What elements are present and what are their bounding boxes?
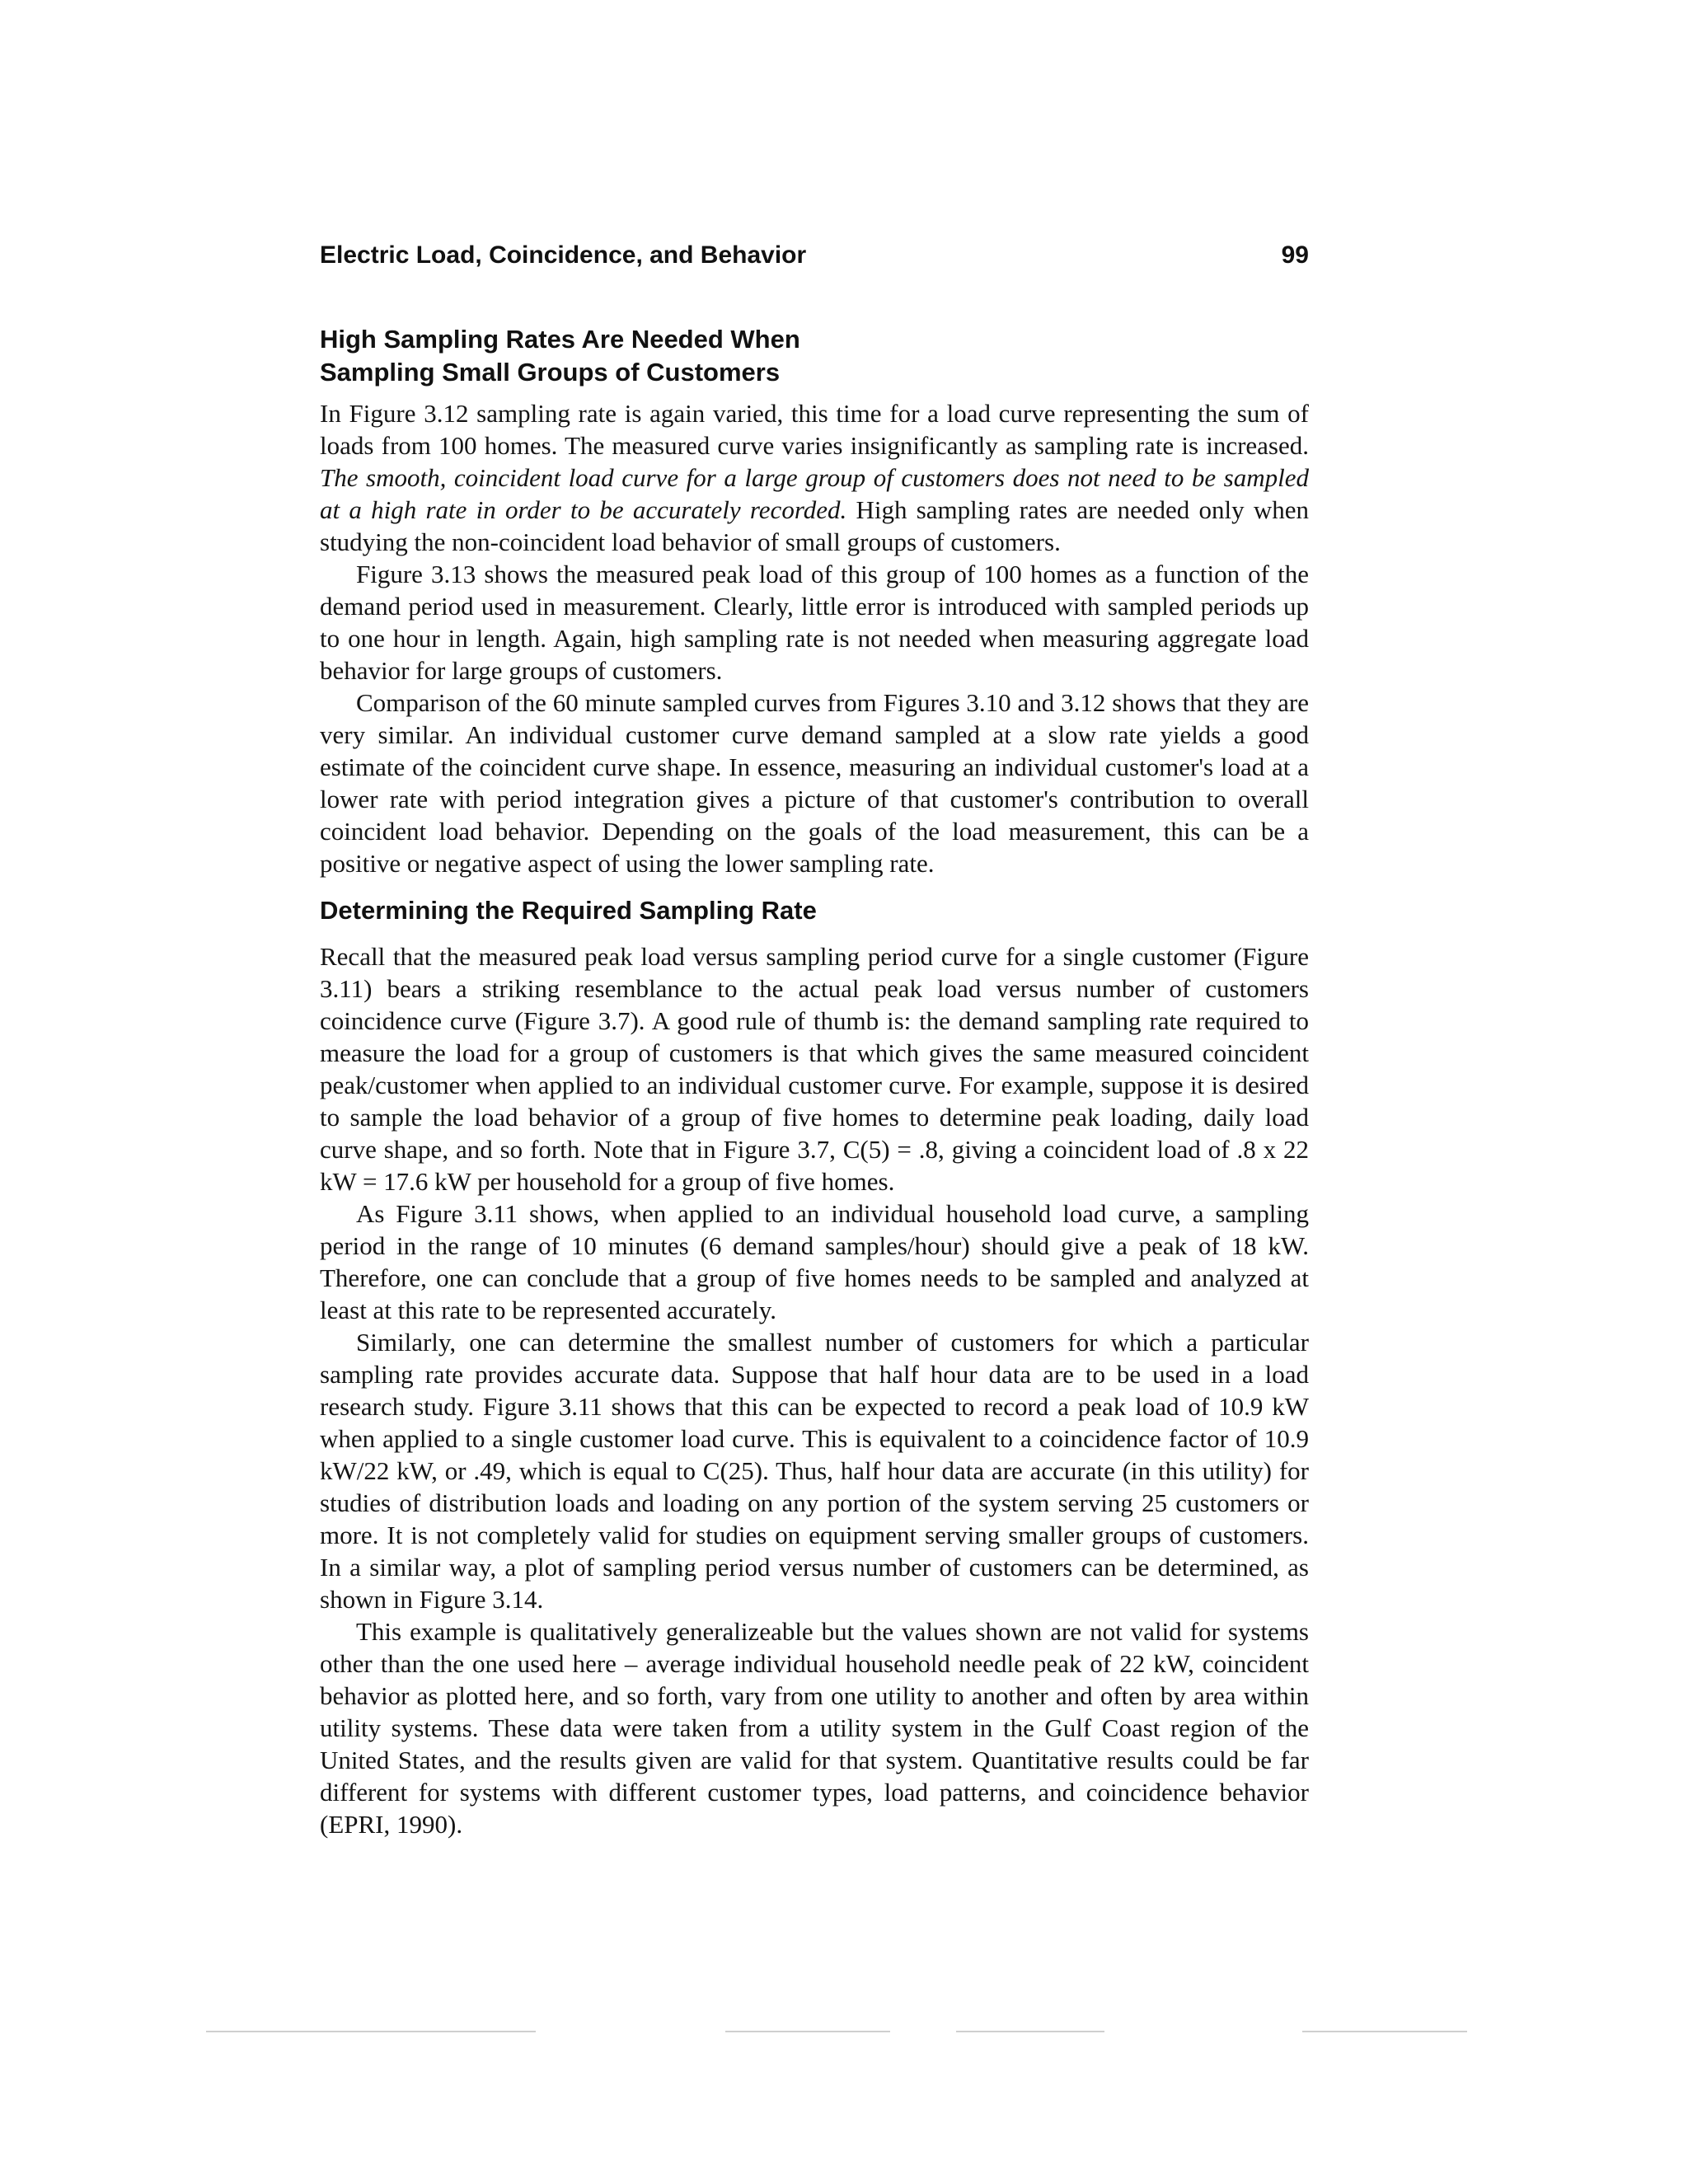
- section-high-sampling-rates: [320, 323, 1309, 879]
- page-number: 99: [1281, 241, 1309, 269]
- running-title: Electric Load, Coincidence, and Behavior: [320, 241, 807, 269]
- paragraph: [320, 397, 1309, 558]
- section-heading: Determining the Required Sampling Rate: [320, 896, 817, 925]
- paragraph: As Figure 3.11 shows, when applied to an individual household load curve, a sampling period in the range of 10 minutes (6 demand samples/hour) should give a peak of 18 kW. Therefore, one can conclude that a group of five homes needs to be sampled and analyzed at least at this rate to be represented accurately.: [320, 1199, 1309, 1324]
- emphasized-text: The smooth, coincident load curve for a large group of customers does not need to be sampled at a high rate in order to be accurately recorded.: [320, 463, 1309, 524]
- scan-artifact-line: [725, 2031, 890, 2032]
- scan-artifact-line: [1302, 2031, 1467, 2032]
- section-heading-line-2: Sampling Small Groups of Customers: [320, 358, 781, 387]
- paragraph: This example is qualitatively generalizeable but the values shown are not valid for systems other than the one used here – average individual household needle peak of 22 kW, coincident behavior as plotted here, and so forth, vary from one utility to another and often by area within utility systems. These data were taken from a utility system in the Gulf Coast region of the United States, and the results given are valid for that system. Quantitative results could be far different for systems with different customer types, load patterns, and coincidence behavior (EPRI, 1990).: [320, 1617, 1309, 1839]
- running-head: [320, 241, 1309, 278]
- paragraph: Figure 3.13 shows the measured peak load of this group of 100 homes as a function of the demand period used in measurement. Clearly, little error is introduced with sampled periods up to one hour in length. Again, high sampling rate is not needed when measuring aggregate load behavior for large groups of customers.: [320, 560, 1309, 685]
- section-heading: [320, 323, 1309, 389]
- scan-artifact-line: [956, 2031, 1104, 2032]
- scan-artifact-line: [206, 2031, 536, 2032]
- paragraph: Similarly, one can determine the smallest number of customers for which a particular sampling rate provides accurate data. Suppose that half hour data are to be used in a load research study. Figure 3.11 shows that this can be expected to record a peak load of 10.9 kW when applied to a single customer load curve. This is equivalent to a coincidence factor of 10.9 kW/22 kW, or .49, which is equal to C(25). Thus, half hour data are accurate (in this utility) for studies of distribution loads and loading on any portion of the system serving 25 customers or more. It is not completely valid for studies on equipment serving smaller groups of customers. In a similar way, a plot of sampling period versus number of customers can be determined, as shown in Figure 3.14.: [320, 1328, 1309, 1614]
- section-heading-line-1: High Sampling Rates Are Needed When: [320, 325, 800, 354]
- paragraph-text: In Figure 3.12 sampling rate is again varied, this time for a load curve representing the sum of loads from 100 homes. The measured curve varies insignificantly as sampling rate is increased.: [320, 399, 1309, 460]
- paragraph: Recall that the measured peak load versus sampling period curve for a single customer (Figure 3.11) bears a striking resemblance to the actual peak load versus number of customers coincidence curve (Figure 3.7). A good rule of thumb is: the demand sampling rate required to measure the load for a group of customers is that which gives the same measured coincident peak/customer when applied to an individual customer curve. For example, suppose it is desired to sample the load behavior of a group of five homes to determine peak loading, daily load curve shape, and so forth. Note that in Figure 3.7, C(5) = .8, giving a coincident load of .8 x 22 kW = 17.6 kW per household for a group of five homes.: [320, 942, 1309, 1196]
- paragraph-text: High sampling rates are needed only when studying the non-coincident load behavior of small groups of customers.: [320, 495, 1309, 556]
- paragraph: Comparison of the 60 minute sampled curves from Figures 3.10 and 3.12 shows that they are very similar. An individual customer curve demand sampled at a slow rate yields a good estimate of the coincident curve shape. In essence, measuring an individual customer's load at a lower rate with period integration gives a picture of that customer's contribution to overall coincident load behavior. Depending on the goals of the load measurement, this can be a positive or negative aspect of using the lower sampling rate.: [320, 688, 1309, 878]
- section-required-sampling-rate: [320, 894, 1309, 1840]
